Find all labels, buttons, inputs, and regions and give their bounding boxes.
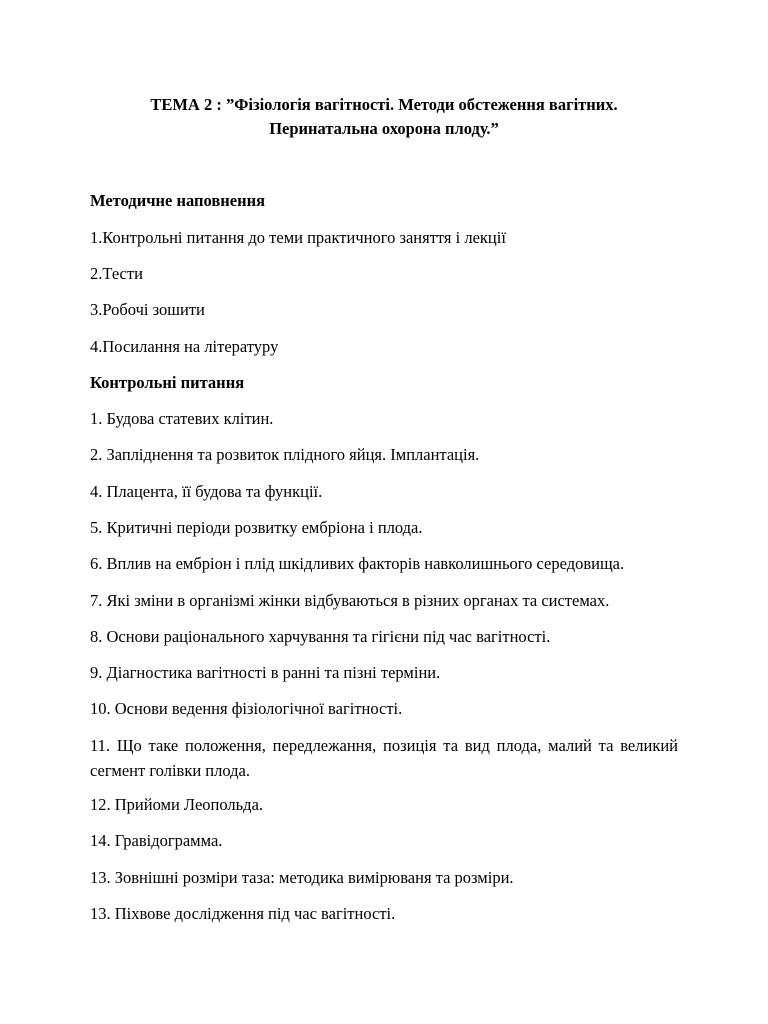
document-title: [90, 93, 678, 141]
question-item: 6. Вплив на ембріон і плід шкідливих факторів навколишнього середовища.: [90, 554, 625, 573]
question-item: 13. Зовнішні розміри таза: методика вимірюваня та розміри.: [90, 868, 514, 887]
question-item: 11. Що таке положення, передлежання, позиція та вид плода, малий та великий сегмент голівки плода.: [90, 736, 678, 780]
methodical-item: 2.Тести: [90, 264, 143, 283]
question-item: 12. Прийоми Леопольда.: [90, 795, 264, 814]
question-item: 8. Основи раціонального харчування та гігієни під час вагітності.: [90, 627, 551, 646]
section-heading-methodical: Методичне наповнення: [90, 191, 266, 210]
section-heading-questions: Контрольні питання: [90, 373, 245, 392]
question-item: 7. Які зміни в організмі жінки відбуваються в різних органах та системах.: [90, 591, 610, 610]
question-item: 14. Гравідограмма.: [90, 831, 223, 850]
methodical-item: 3.Робочі зошити: [90, 300, 205, 319]
question-item: 2. Запліднення та розвиток плідного яйця. Імплантація.: [90, 445, 480, 464]
question-item: 1. Будова статевих клітин.: [90, 409, 274, 428]
question-item: 5. Критичні періоди розвитку ембріона і плода.: [90, 518, 423, 537]
methodical-item: 4.Посилання на літературу: [90, 337, 279, 356]
title-line-2: Перинатальна охорона плоду.”: [269, 119, 499, 138]
question-item: 9. Діагностика вагітності в ранні та пізні терміни.: [90, 663, 441, 682]
question-item: 13. Піхвове дослідження під час вагітності.: [90, 904, 396, 923]
question-item: 10. Основи ведення фізіологічної вагітності.: [90, 699, 403, 718]
title-line-1: ТЕМА 2 : ”Фізіологія вагітності. Методи обстеження вагітних.: [150, 95, 618, 114]
question-item: 4. Плацента, її будова та функції.: [90, 482, 323, 501]
methodical-item: 1.Контрольні питання до теми практичного заняття і лекції: [90, 228, 506, 247]
